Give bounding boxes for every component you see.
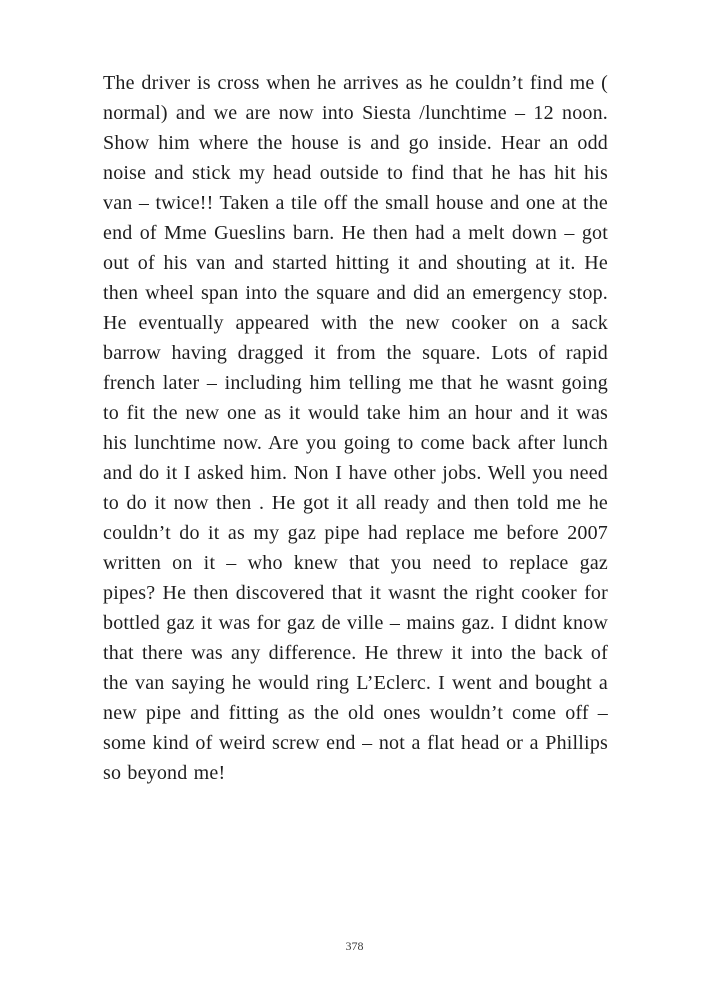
page-number: 378 [345,939,364,953]
paragraph: The driver is cross when he arrives as he couldn’t find me ( normal) and we are now into Siesta /lunchtime – 12 noon. Show him where the house is and go inside. Hear an odd noise and stick my head outside to find that he has hit his van – twice!! Taken a tile off the small house and one at the end of Mme Gueslins barn. He then had a melt down – got out of his van and started hitting it and shouting at it. He then wheel span into the square and did an emergency stop. He eventually appeared with the new cooker on a sack barrow having dragged it from the square. Lots of rapid french later – including him telling me that he wasnt going to fit the new one as it would take him an hour and it was his lunchtime now. Are you going to come back after lunch and do it I asked him. Non I have other jobs. Well you need to do it now then . He got it all ready and then told me he couldn’t do it as my gaz pipe had replace me before 2007 written on it – who knew that you need to replace gaz pipes? He then discovered that it wasnt the right cooker for bottled gaz it was for gaz de ville – mains gaz. I didnt know that there was any difference. He threw it into the back of the van saying he would ring L’Eclerc. I went and bought a new pipe and fitting as the old ones wouldn’t come off – some kind of weird screw end – not a flat head or a Phillips so beyond me! [103,72,608,784]
